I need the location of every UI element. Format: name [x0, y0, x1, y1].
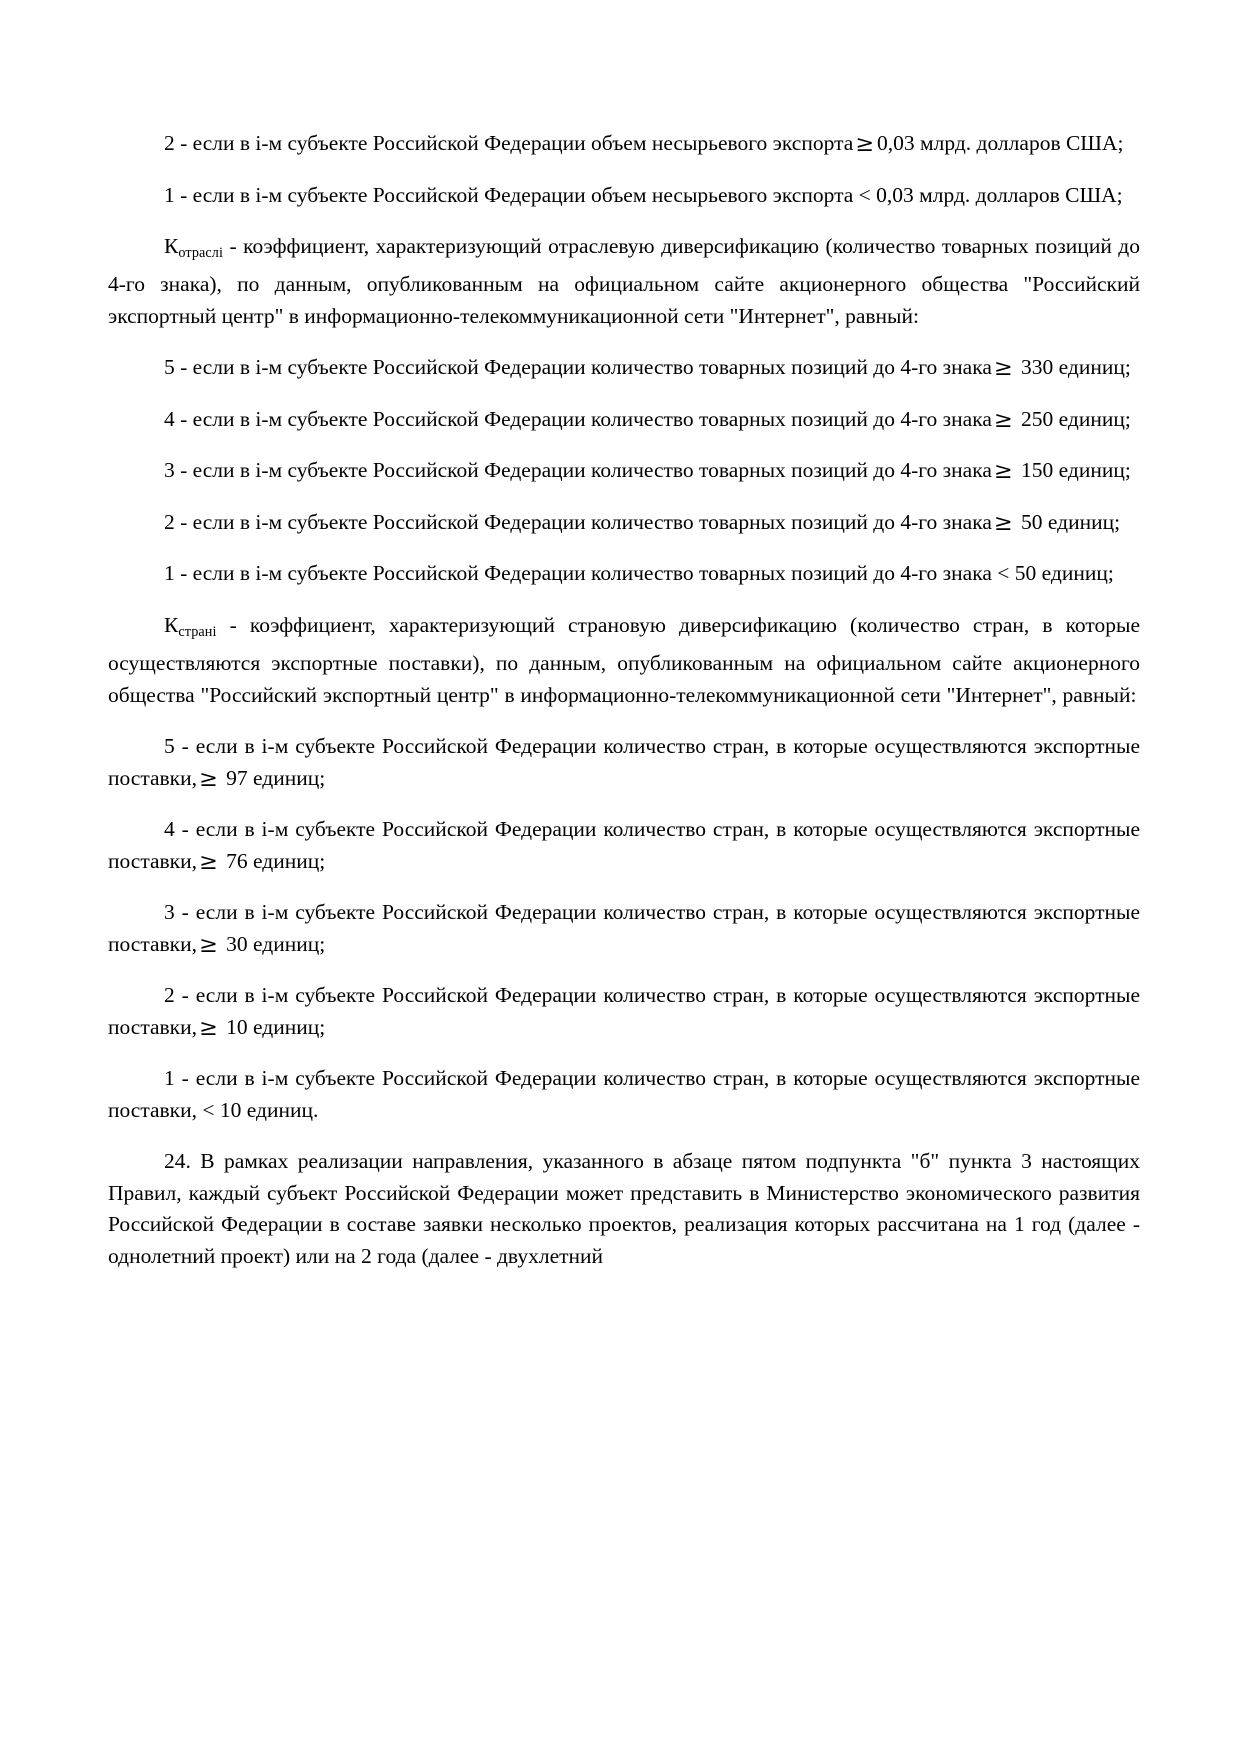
greater-or-equal-symbol: ≥	[855, 131, 875, 157]
paragraph-goods-positions-1	[108, 558, 1140, 590]
criterion-value: 50 единиц;	[1021, 509, 1121, 534]
less-than-symbol: <	[997, 561, 1010, 586]
greater-or-equal-symbol: ≥	[993, 509, 1013, 536]
criterion-value: 150 единиц;	[1021, 458, 1131, 483]
less-than-symbol: <	[202, 1097, 215, 1122]
greater-or-equal-symbol: ≥	[199, 1014, 218, 1041]
greater-or-equal-symbol: ≥	[993, 458, 1013, 485]
paragraph-countries-4	[108, 814, 1140, 877]
greater-or-equal-symbol: ≥	[993, 406, 1013, 433]
criterion-tail-label: экспортные поставки,	[108, 1066, 1140, 1122]
greater-or-equal-symbol: ≥	[199, 931, 218, 958]
criterion-value: 330 единиц;	[1021, 355, 1131, 380]
criterion-lead-text: 2 - если в i-м субъекте Российской Федерации объем несырьевого экспорта	[164, 131, 854, 155]
criterion-lead-text: 5 - если в i-м субъекте Российской Федерации количество стран, в которые осуществляются	[164, 734, 1027, 759]
document-text-body	[108, 128, 1140, 1272]
criterion-lead-text: 5 - если в i-м субъекте Российской Федерации количество товарных позиций до 4-го знака	[164, 355, 992, 380]
criterion-lead-text: 2 - если в i-м субъекте Российской Федерации количество стран, в которые осуществляются	[164, 983, 1027, 1008]
coefficient-symbol-k-strani: К	[164, 612, 179, 637]
less-than-symbol: <	[858, 182, 871, 207]
criterion-value: 10 единиц;	[226, 1014, 326, 1039]
paragraph-countries-1	[108, 1063, 1140, 1126]
criterion-value: 30 единиц;	[226, 931, 326, 956]
coefficient-subscript-strani: страні	[178, 623, 217, 640]
criterion-tail: долларов США;	[976, 131, 1124, 155]
paragraph-countries-5	[108, 731, 1140, 794]
paragraph-goods-positions-5	[108, 352, 1140, 384]
criterion-value: 97 единиц;	[226, 765, 326, 790]
criterion-lead-text: 1 - если в i-м субъекте Российской Федерации количество стран, в которые осуществляются	[164, 1066, 1027, 1091]
criterion-lead-text: 3 - если в i-м субъекте Российской Федерации количество стран, в которые осуществляются	[164, 900, 1027, 925]
criterion-value: 50 единиц;	[1014, 561, 1114, 586]
criterion-lead-text: 4 - если в i-м субъекте Российской Федерации количество товарных позиций до 4-го знака	[164, 406, 992, 431]
criterion-value: 0,03 млрд.	[876, 182, 971, 207]
paragraph-export-volume-1	[108, 180, 1140, 212]
criterion-lead-text: 2 - если в i-м субъекте Российской Федерации количество товарных позиций до 4-го знака	[164, 509, 992, 534]
paragraph-goods-positions-3	[108, 455, 1140, 487]
paragraph-export-volume-2	[108, 128, 1140, 160]
criterion-tail-label: экспортные поставки,	[108, 817, 1140, 873]
coefficient-subscript-otrasli: отраслi	[178, 244, 224, 261]
paragraph-countries-2	[108, 980, 1140, 1043]
greater-or-equal-symbol: ≥	[199, 848, 218, 875]
criterion-tail-label: экспортные поставки,	[108, 734, 1140, 790]
criterion-tail-label: экспортные поставки,	[108, 900, 1140, 956]
criterion-tail: долларов США;	[975, 182, 1123, 207]
paragraph-goods-positions-4	[108, 404, 1140, 436]
paragraph-k-strani-definition	[108, 610, 1140, 711]
criterion-lead-text: 1 - если в i-м субъекте Российской Федерации количество товарных позиций до 4-го знака	[164, 561, 992, 586]
criterion-lead-text: 3 - если в i-м субъекте Российской Федерации количество товарных позиций до 4-го знака	[164, 458, 992, 483]
criterion-value: 250 единиц;	[1021, 406, 1131, 431]
greater-or-equal-symbol: ≥	[199, 765, 218, 792]
criterion-lead-text: 1 - если в i-м субъекте Российской Федерации объем несырьевого экспорта	[164, 182, 854, 207]
criterion-value: 0,03 млрд.	[877, 131, 972, 155]
criterion-value: 10 единиц.	[219, 1097, 319, 1122]
criterion-lead-text: 4 - если в i-м субъекте Российской Федерации количество стран, в которые осуществляются	[164, 817, 1027, 842]
definition-body-text: - коэффициент, характеризующий отраслевую диверсификацию (количество товарных позиций до 4-го знака), по данным, опубликованным на официальном сайте акционерного общества "Российский экспортный центр" в информационно-телекоммуникационной сети "Интернет", равный:	[108, 234, 1140, 328]
definition-body-text: - коэффициент, характеризующий страновую диверсификацию (количество стран, в которые осуществляются экспортные поставки), по данным, опубликованным на официальном сайте акционерного общества "Российский экспортный центр" в информационно-телекоммуникационной сети "Интернет", равный:	[108, 612, 1140, 707]
paragraph-goods-positions-2	[108, 507, 1140, 539]
greater-or-equal-symbol: ≥	[993, 355, 1013, 382]
paragraph-clause-24: 24. В рамках реализации направления, указанного в абзаце пятом подпункта "б" пункта 3 настоящих Правил, каждый субъект Российской Федерации может представить в Министерство экономического развития Российской Федерации в составе заявки несколько проектов, реализация которых рассчитана на 1 год (далее - однолетний проект) или на 2 года (далее - двухлетний	[108, 1149, 1140, 1268]
coefficient-symbol-k-otrasli: К	[164, 234, 179, 258]
criterion-tail-label: экспортные поставки,	[108, 983, 1140, 1039]
paragraph-k-otrasli-definition	[108, 231, 1140, 332]
criterion-value: 76 единиц;	[226, 848, 326, 873]
paragraph-countries-3	[108, 897, 1140, 960]
